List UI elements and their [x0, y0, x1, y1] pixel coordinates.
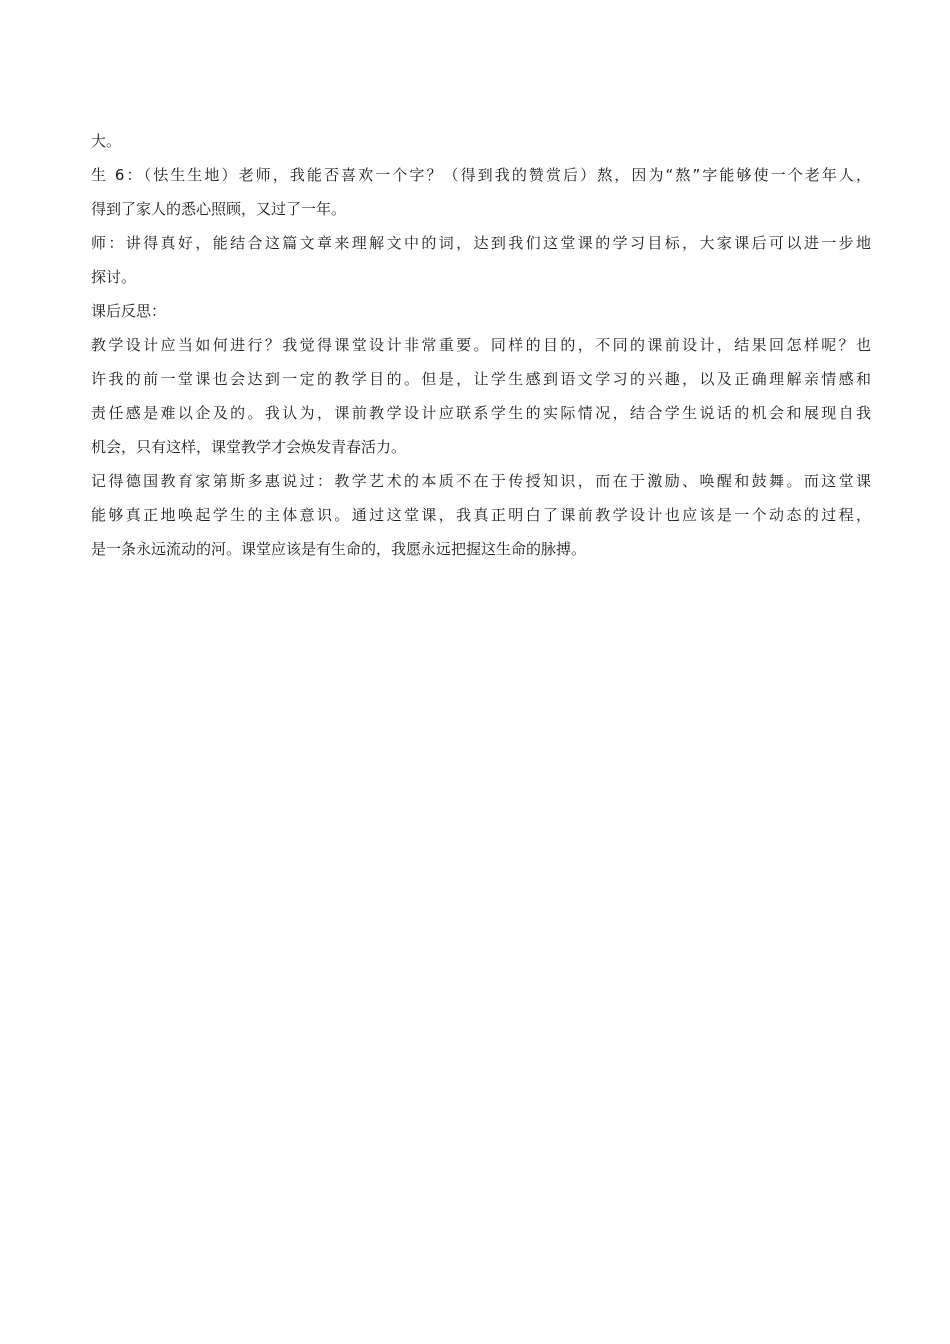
text-line: 生 6：（怯生生地）老师，我能否喜欢一个字？（得到我的赞赏后）熬，因为“熬”字能够使一个老年人， [91, 166, 871, 184]
paragraph-reflection-1 [91, 328, 871, 464]
text-line: 师：讲得真好，能结合这篇文章来理解文中的词，达到我们这堂课的学习目标，大家课后可以进一步地 [91, 234, 871, 252]
paragraph-reflection-2 [91, 464, 871, 566]
section-heading-reflection [91, 294, 871, 328]
text-line: 探讨。 [91, 268, 137, 286]
text-line: 课后反思： [91, 302, 167, 320]
text-line: 机会，只有这样，课堂教学才会焕发青春活力。 [91, 438, 407, 456]
text-line: 是一条永远流动的河。课堂应该是有生命的，我愿永远把握这生命的脉搏。 [91, 540, 587, 558]
text-line: 责任感是难以企及的。我认为，课前教学设计应联系学生的实际情况，结合学生说话的机会和展现自我 [91, 404, 871, 422]
text-line: 能够真正地唤起学生的主体意识。通过这堂课，我真正明白了课前教学设计也应该是一个动态的过程， [91, 506, 871, 524]
text-line: 得到了家人的悉心照顾，又过了一年。 [91, 200, 347, 218]
paragraph-continuation [91, 124, 871, 158]
text-line: 许我的前一堂课也会达到一定的教学目的。但是，让学生感到语文学习的兴趣，以及正确理解亲情感和 [91, 370, 871, 388]
paragraph-teacher [91, 226, 871, 294]
text-line: 记得德国教育家第斯多惠说过：教学艺术的本质不在于传授知识，而在于激励、唤醒和鼓舞。而这堂课 [91, 472, 871, 490]
paragraph-student-6 [91, 158, 871, 226]
text-line: 教学设计应当如何进行？我觉得课堂设计非常重要。同样的目的，不同的课前设计，结果回怎样呢？也 [91, 336, 871, 354]
text-line: 大。 [91, 132, 122, 150]
document-body [91, 124, 871, 566]
